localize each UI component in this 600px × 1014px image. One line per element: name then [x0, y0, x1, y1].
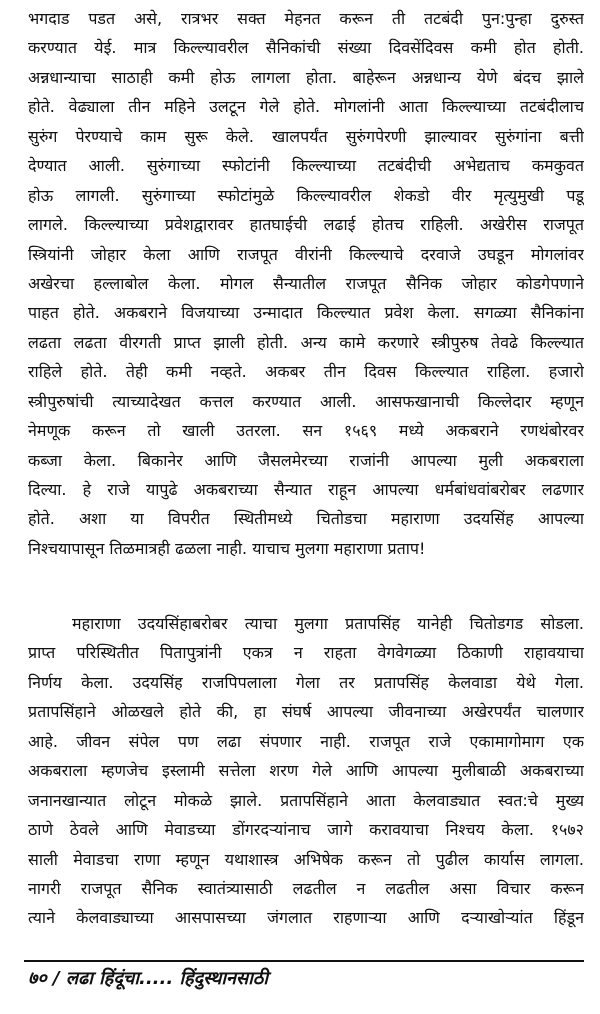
text-line: स्त्रीपुरुषांची त्याच्यादेखत कत्तल करण्यात आली. आसफखानाची किल्लेदार म्हणून — [28, 391, 584, 411]
text-line: स्त्रियांनी जोहार केला आणि राजपूत वीरांनी किल्ल्याचे दरवाजे उघडून मोगलांवर — [28, 244, 584, 264]
text-line: साली मेवाडचा राणा म्हणून यथाशास्त्र अभिषेक करून तो पुढील कार्यास लागला. — [28, 849, 584, 869]
text-line: होऊ लागली. सुरुंगाच्या स्फोटांमुळे किल्ल्यावरील शेकडो वीर मृत्युमुखी पडू — [28, 185, 584, 205]
text-line: आहे. जीवन संपेल पण लढा संपणार नाही. राजपूत राजे एकामागोमाग एक — [28, 731, 584, 751]
text-line: प्रतापसिंहाने ओळखले होते की, हा संघर्ष आपल्या जीवनाच्या अखेरपर्यंत चालणार — [28, 702, 584, 722]
text-line: निश्चयापासून तिळमात्रही ढळला नाही. याचाच मुलगा महाराणा प्रताप! — [28, 538, 426, 558]
text-line: कब्जा केला. बिकानेर आणि जैसलमेरच्या राजांनी आपल्या मुली अकबराला — [28, 450, 584, 470]
text-line: नेमणूक करून तो खाली उतरला. सन १५६९ मध्ये अकबराने रणथंबोरवर — [28, 421, 584, 441]
text-line: भगदाड पडत असे, रात्रभर सक्त मेहनत करून ती तटबंदी पुन:पुन्हा दुरुस्त — [28, 9, 584, 28]
page-number: ७० — [28, 968, 47, 989]
text-line: महाराणा उदयसिंहाबरोबर त्याचा मुलगा प्रतापसिंह यानेही चितोडगड सोडला. — [72, 614, 584, 633]
text-line: देण्यात आली. सुरुंगाच्या स्फोटांनी किल्ल्याच्या तटबंदीची अभेद्यताच कमकुवत — [28, 156, 584, 176]
text-line: दिल्या. हे राजे यापुढे अकबराच्या सैन्यात राहून आपल्या धर्मबांधवांबरोबर लढणार — [28, 480, 584, 499]
text-line: लागले. किल्ल्याच्या प्रवेशद्वारावर हातघाईची लढाई होतच राहिली. अखेरीस राजपूत — [28, 215, 584, 235]
text-line: नागरी राजपूत सैनिक स्वातंत्र्यासाठी लढतील न लढतील असा विचार करून — [28, 878, 584, 898]
text-line: अन्नधान्याचा साठाही कमी होऊ लागला होता. बाहेरून अन्नधान्य येणे बंदच झाले — [28, 67, 584, 87]
text-line: त्याने केलवाड्याच्या आसपासच्या जंगलात राहणाऱ्या आणि दऱ्याखोऱ्यांत हिंडून — [28, 908, 584, 928]
text-line: अकबराला म्हणजेच इस्लामी सत्तेला शरण गेले आणि आपल्या मुलीबाळी अकबराच्या — [28, 761, 584, 781]
text-line: होते. अशा या विपरीत स्थितीमध्ये चितोडचा महाराणा उदयसिंह आपल्या — [28, 509, 584, 529]
text-line: सुरुंग पेरण्याचे काम सुरू केले. खालपर्यंत सुरुंगपेरणी झाल्यावर सुरुंगांना बत्ती — [28, 126, 584, 146]
text-line: ठाणे ठेवले आणि मेवाडच्या डोंगरदऱ्यांनाच जागे करावयाचा निश्चय केला. १५७२ — [28, 820, 584, 840]
page-footer — [28, 962, 268, 996]
paragraph-2 — [28, 609, 584, 933]
text-line: होते. वेढ्याला तीन महिने उलटून गेले होते. मोगलांनी आता किल्ल्याच्या तटबंदीलाच — [28, 97, 584, 117]
footer-separator: / — [53, 968, 60, 989]
text-line: करण्यात येई. मात्र किल्ल्यावरील सैनिकांची संख्या दिवसेंदिवस कमी होत होती. — [28, 38, 584, 58]
text-line: लढता लढता वीरगती प्राप्त झाली होती. अन्य कामे करणारे स्त्रीपुरुष तेवढे किल्ल्यात — [28, 332, 584, 352]
text-line: प्राप्त परिस्थितीत पितापुत्रांनी एकत्र न राहता वेगवेगळ्या ठिकाणी राहावयाचा — [28, 643, 584, 663]
text-line: पाहत होते. अकबराने विजयाच्या उन्मादात किल्ल्यात प्रवेश केला. सगळ्या सैनिकांना — [28, 303, 584, 323]
running-title: लढा हिंदूंचा..... हिंदुस्थानसाठी — [65, 968, 268, 989]
text-line: अखेरचा हल्लाबोल केला. मोगल सैन्यातील राजपूत सैनिक जोहार कोडगेपणाने — [28, 273, 584, 293]
text-line: राहिले होते. तेही कमी नव्हते. अकबर तीन दिवस किल्ल्यात राहिला. हजारो — [28, 362, 584, 382]
text-line: जनानखान्यात लोटून मोकळे झाले. प्रतापसिंहाने आता केलवाड्यात स्वत:चे मुख्य — [28, 790, 584, 810]
paragraph-1 — [28, 4, 584, 563]
text-line: निर्णय केला. उदयसिंह राजपिपलाला गेला तर प्रतापसिंह केलवाडा येथे गेला. — [28, 672, 584, 692]
